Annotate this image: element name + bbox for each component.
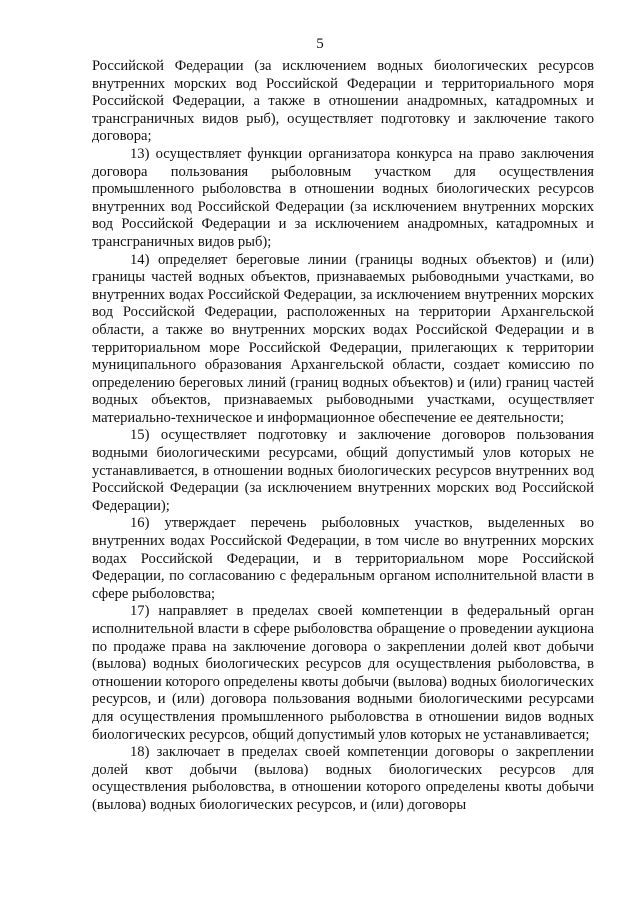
paragraph-item-13: 13) осуществляет функции организатора конкурса на право заключения договора пользования рыболовным участком для осуществления промышленного рыболовства в отношении водных биологических ресурсов внутренних вод Российской Федерации (за исключением внутренних морских вод Российской Федерации и за исключением анадромных, катадромных и трансграничных видов рыб); xyxy=(92,145,594,250)
document-body xyxy=(92,58,594,815)
paragraph-item-18: 18) заключает в пределах своей компетенции договоры о закреплении долей квот добычи (вылова) водных биологических ресурсов для осуществления рыболовства, в отношении которого определены квоты добычи (вылова) водных биологических ресурсов, и (или) договоры xyxy=(92,744,594,813)
paragraph-item-17: 17) направляет в пределах своей компетенции в федеральный орган исполнительной власти в сфере рыболовства обращение о проведении аукциона по продаже права на заключение договора о закреплении долей квот добычи (вылова) водных биологических ресурсов для осуществления рыболовства, в отношении которого определены квоты добычи (вылова) водных биологических ресурсов, и (или) договора пользования водными биологическими ресурсами для осуществления промышленного рыболовства в отношении видов водных биологических ресурсов, общий допустимый улов которых не устанавливается; xyxy=(92,603,594,743)
paragraph-continuation: Российской Федерации (за исключением водных биологических ресурсов внутренних морских вод Российской Федерации и территориального моря Российской Федерации, а также в отношении анадромных, катадромных и трансграничных видов рыб), осуществляет подготовку и заключение такого договора; xyxy=(92,58,594,145)
paragraph-item-16: 16) утверждает перечень рыболовных участков, выделенных во внутренних водах Российской Федерации, в том числе во внутренних морских водах Российской Федерации, и в территориальном море Российской Федерации, по согласованию с федеральным органом исполнительной власти в сфере рыболовства; xyxy=(92,515,594,602)
page-number: 5 xyxy=(316,36,324,52)
paragraph-item-14: 14) определяет береговые линии (границы водных объектов) и (или) границы частей водных объектов, признаваемых рыбоводными участками, во внутренних водах Российской Федерации, за исключением внутренних морских вод Российской Федерации, расположенных на территории Архангельской области, а также во внутренних морских водах Российской Федерации и в территориальном море Российской Федерации, прилегающих к территории муниципального образования Архангельской области, создает комиссию по определению береговых линий (границ водных объектов) и (или) границ частей водных объектов, признаваемых рыбоводными участками, осуществляет материально-техническое и информационное обеспечение ее деятельности; xyxy=(92,251,594,426)
paragraph-item-15: 15) осуществляет подготовку и заключение договоров пользования водными биологическими ресурсами, общий допустимый улов которых не устанавливается, в отношении водных биологических ресурсов внутренних вод Российской Федерации (за исключением внутренних морских вод Российской Федерации); xyxy=(92,427,594,514)
